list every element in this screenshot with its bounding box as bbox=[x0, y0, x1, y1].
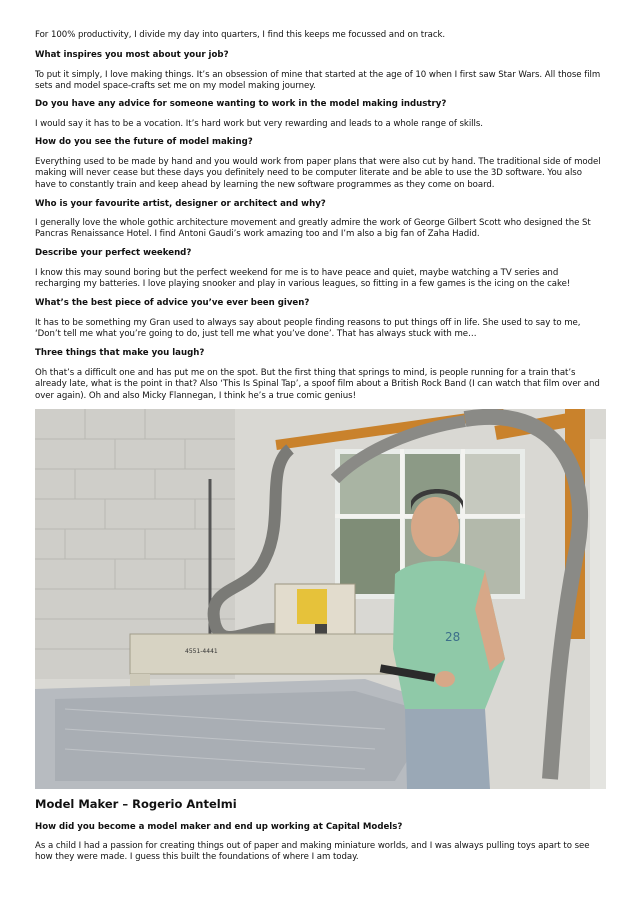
answer-paragraph: To put it simply, I love making things. It’s an obsession of mine that started at the age of 10 when I first saw Star Wars. All those film sets and model space-crafts set me on my model making journey. bbox=[35, 70, 601, 92]
question-heading: Describe your perfect weekend? bbox=[35, 248, 192, 258]
answer-paragraph: I would say it has to be a vocation. It’s hard work but very rewarding and leads to a whole range of skills. bbox=[35, 119, 483, 129]
question-heading: Do you have any advice for someone wanting to work in the model making industry? bbox=[35, 99, 447, 109]
answer-paragraph: I know this may sound boring but the perfect weekend for me is to have peace and quiet, maybe watching a TV series and recharging my batteries. I love playing snooker and play in various leagues, so fitting in a few games is the icing on the cake! bbox=[35, 268, 571, 290]
answer-paragraph: Everything used to be made by hand and you would work from paper plans that were also cut by hand. The traditional side of model making will never cease but these days you definitely need to be computer literate and be able to use the 3D software. You also have to constantly train and keep ahead by learning the new software programmes as they come on board. bbox=[35, 157, 601, 190]
question-heading: Three things that make you laugh? bbox=[35, 348, 205, 358]
answer-paragraph: I generally love the whole gothic architecture movement and greatly admire the work of George Gilbert Scott who designed the St Pancras Renaissance Hotel. I find Antoni Gaudi’s work amazing too and I’m also a big fan of Zaha Hadid. bbox=[35, 218, 591, 240]
question-heading: Who is your favourite artist, designer or architect and why? bbox=[35, 199, 326, 209]
shirt-number: 28 bbox=[445, 630, 461, 644]
answer-paragraph: Oh that’s a difficult one and has put me on the spot. But the first thing that springs to mind, is people running for a train that’s already late, what is the point in that? Also ‘This Is Spinal Tap’, a spoof film about a British Rock Band (I can watch that film over and over again). Oh and also Micky Flannegan, I think he’s a true comic genius! bbox=[35, 368, 600, 401]
question-heading: What inspires you most about your job? bbox=[35, 50, 229, 60]
photo-caption: Model Maker – Rogerio Antelmi bbox=[35, 797, 237, 811]
question-heading: What’s the best piece of advice you’ve ever been given? bbox=[35, 298, 310, 308]
answer-paragraph: As a child I had a passion for creating things out of paper and making miniature worlds, and I was always pulling toys apart to see how they were made. I guess this built the foundations of where I am today. bbox=[35, 841, 590, 863]
question-heading: How do you see the future of model making? bbox=[35, 137, 253, 147]
answer-paragraph: For 100% productivity, I divide my day into quarters, I find this keeps me focussed and on track. bbox=[35, 30, 446, 40]
workshop-photo bbox=[35, 409, 606, 789]
answer-paragraph: It has to be something my Gran used to always say about people finding reasons to put things off in life. She used to say to me, ‘Don’t tell me what you’re going to do, just tell me what you’ve done’. That has always stuck with me… bbox=[35, 318, 581, 340]
question-heading: How did you become a model maker and end up working at Capital Models? bbox=[35, 822, 403, 832]
machine-label: 4551-4441 bbox=[185, 648, 218, 655]
